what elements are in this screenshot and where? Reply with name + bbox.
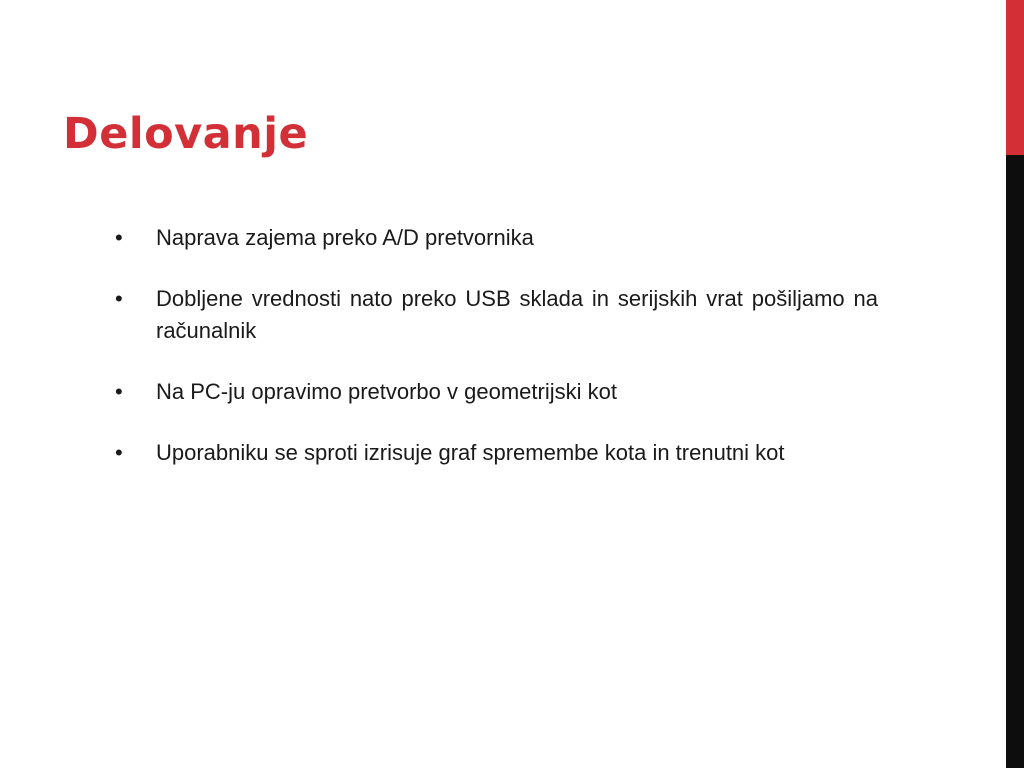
list-item	[115, 283, 878, 347]
bullet-icon: •	[115, 379, 123, 404]
bullet-text: Uporabniku se sproti izrisuje graf spremembe kota in trenutni kot	[156, 440, 785, 465]
list-item	[115, 222, 878, 254]
bullet-icon: •	[115, 286, 123, 311]
bullet-text: Na PC-ju opravimo pretvorbo v geometrijski kot	[156, 379, 617, 404]
slide-title: Delovanje	[63, 109, 309, 159]
bullet-icon: •	[115, 440, 123, 465]
accent-bar-dark-segment	[1006, 155, 1024, 768]
bullet-icon: •	[115, 225, 123, 250]
bullet-text: Naprava zajema preko A/D pretvornika	[156, 225, 534, 250]
accent-bar	[1006, 0, 1024, 768]
list-item	[115, 376, 878, 408]
bullet-list	[115, 222, 878, 498]
accent-bar-red-segment	[1006, 0, 1024, 155]
list-item	[115, 437, 878, 469]
bullet-text: Dobljene vrednosti nato preko USB sklada in serijskih vrat pošiljamo na računalnik	[156, 286, 878, 343]
